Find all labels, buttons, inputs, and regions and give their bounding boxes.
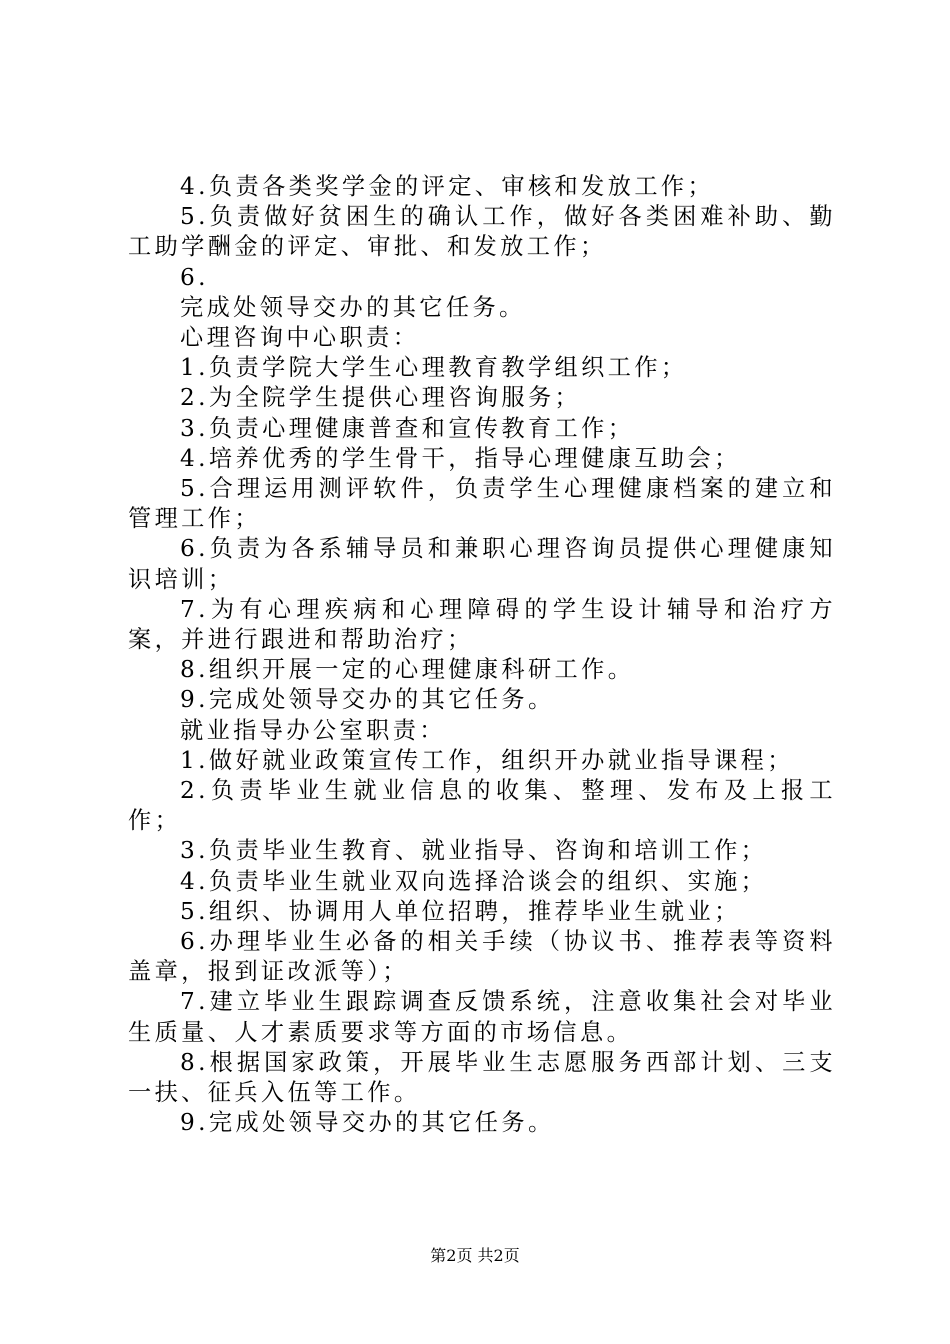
paragraph: 3.负责心理健康普查和宣传教育工作； [180,414,635,442]
paragraph: 4.培养优秀的学生骨干，指导心理健康互助会； [180,444,741,472]
paragraph: 7.为有心理疾病和心理障碍的学生设计辅导和治疗方案，并进行跟进和帮助治疗； [128,595,836,654]
paragraph: 8.组织开展一定的心理健康科研工作。 [180,656,635,684]
paragraph: 9.完成处领导交办的其它任务。 [180,686,555,714]
paragraph: 1.负责学院大学生心理教育教学组织工作； [180,354,688,382]
paragraph: 4.负责毕业生就业双向选择洽谈会的组织、实施； [180,867,768,895]
page-number-footer: 第2页 共2页 [430,1246,520,1265]
paragraph: 6. [180,263,209,291]
paragraph: 5.负责做好贫困生的确认工作，做好各类困难补助、勤工助学酬金的评定、审批、和发放工作； [128,203,836,261]
paragraph: 8.根据国家政策，开展毕业生志愿服务西部计划、三支一扶、征兵入伍等工作。 [128,1048,836,1107]
paragraph: 6.负责为各系辅导员和兼职心理咨询员提供心理健康知识培训； [128,535,836,593]
paragraph: 1.做好就业政策宣传工作，组织开办就业指导课程； [180,746,794,774]
paragraph: 完成处领导交办的其它任务。 [180,293,526,321]
paragraph: 3.负责毕业生教育、就业指导、咨询和培训工作； [180,837,768,865]
paragraph: 5.合理运用测评软件，负责学生心理健康档案的建立和管理工作； [128,475,836,533]
document-body [128,172,836,1139]
paragraph: 4.负责各类奖学金的评定、审核和发放工作； [180,173,715,200]
paragraph: 2.负责毕业生就业信息的收集、整理、发布及上报工作； [128,777,836,835]
section-heading: 就业指导办公室职责： [180,716,446,744]
paragraph: 9.完成处领导交办的其它任务。 [180,1109,555,1137]
paragraph: 7.建立毕业生跟踪调查反馈系统，注意收集社会对毕业生质量、人才素质要求等方面的市场信息。 [128,988,836,1046]
paragraph: 2.为全院学生提供心理咨询服务； [180,384,582,412]
paragraph: 5.组织、协调用人单位招聘，推荐毕业生就业； [180,897,741,925]
paragraph: 6.办理毕业生必备的相关手续（协议书、推荐表等资料盖章，报到证改派等）； [128,928,836,986]
section-heading: 心理咨询中心职责： [180,324,420,352]
